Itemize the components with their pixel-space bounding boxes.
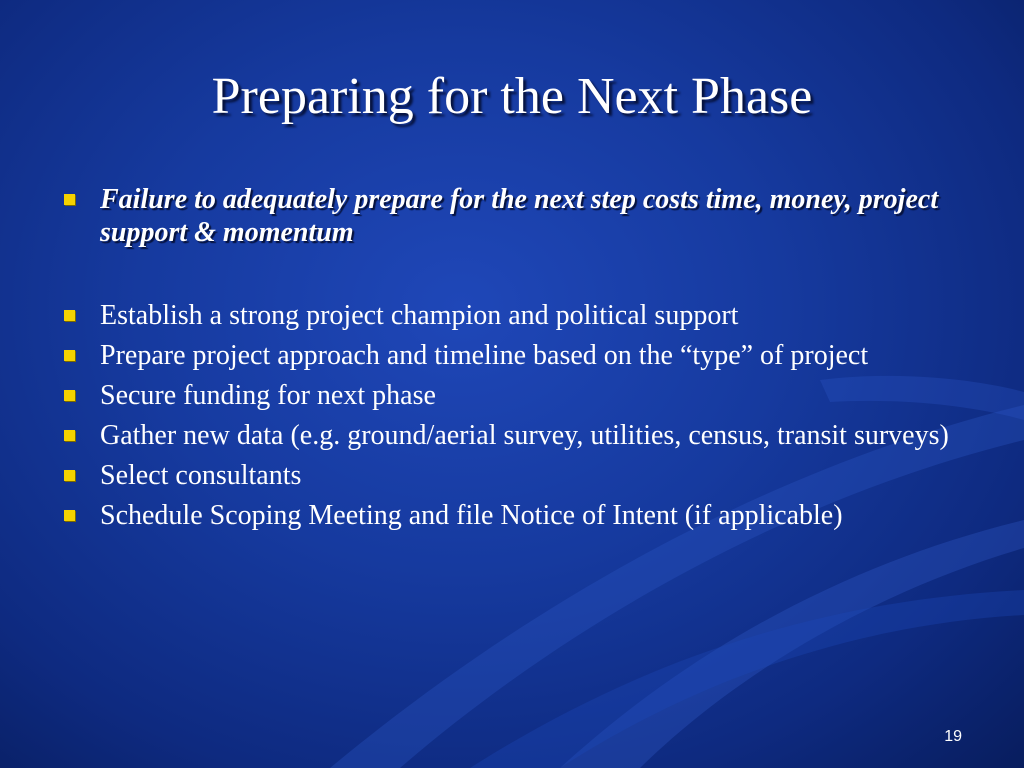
square-bullet-icon bbox=[64, 194, 75, 205]
bullet-text: Select consultants bbox=[100, 460, 302, 491]
square-bullet-icon bbox=[64, 470, 75, 481]
slide-title: Preparing for the Next Phase bbox=[211, 68, 813, 125]
bullet-text: Gather new data (e.g. ground/aerial survey, utilities, census, transit surveys) bbox=[100, 420, 949, 451]
square-bullet-icon bbox=[64, 390, 75, 401]
square-bullet-icon bbox=[64, 510, 75, 521]
bullet-list bbox=[64, 183, 964, 539]
list-item bbox=[64, 339, 964, 372]
bullet-text: Establish a strong project champion and political support bbox=[100, 300, 739, 331]
square-bullet-icon bbox=[64, 350, 75, 361]
list-item bbox=[64, 459, 964, 492]
list-item bbox=[64, 419, 964, 452]
bullet-text: Schedule Scoping Meeting and file Notice of Intent (if applicable) bbox=[100, 500, 843, 531]
bullet-text: Secure funding for next phase bbox=[100, 380, 436, 411]
bullet-text: Failure to adequately prepare for the next step costs time, money, project support & momentum bbox=[100, 184, 939, 248]
square-bullet-icon bbox=[64, 430, 75, 441]
square-bullet-icon bbox=[64, 310, 75, 321]
list-item bbox=[64, 499, 964, 532]
list-item bbox=[64, 299, 964, 332]
page-number: 19 bbox=[944, 728, 962, 745]
list-item bbox=[64, 379, 964, 412]
list-item bbox=[64, 183, 964, 249]
bullet-text: Prepare project approach and timeline based on the “type” of project bbox=[100, 340, 869, 371]
